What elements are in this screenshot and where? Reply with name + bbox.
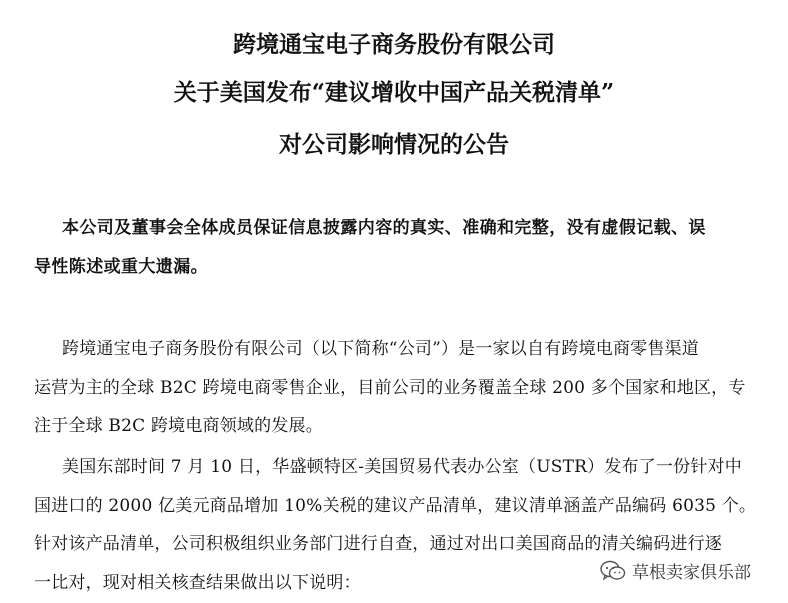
paragraph-line: 针对该产品清单，公司积极组织业务部门进行自查，通过对出口美国商品的清关编码进行逐 — [34, 534, 722, 554]
paragraph-line: 注于全球 B2C 跨境电商领域的发展。 — [34, 416, 323, 436]
paragraph-line: 运营为主的全球 B2C 跨境电商零售企业，目前公司的业务覆盖全球 200 多个国家和地区，专 — [34, 377, 746, 398]
paragraph-line: 国进口的 2000 亿美元商品增加 10%关税的建议产品清单，建议清单涵盖产品编码 6035 个。 — [34, 495, 757, 516]
notice-line: 本公司及董事会全体成员保证信息披露内容的真实、准确和完整，没有虚假记载、误 — [62, 218, 706, 238]
watermark-text: 草根卖家俱乐部 — [632, 563, 751, 583]
board-guarantee-statement — [34, 209, 730, 286]
wechat-watermark — [596, 556, 755, 585]
wechat-icon — [600, 560, 626, 582]
paragraph-line: 跨境通宝电子商务股份有限公司（以下简称“公司”）是一家以自有跨境电商零售渠道 — [62, 339, 699, 359]
announcement-subject-title: 关于美国发布“建议增收中国产品关税清单” — [173, 79, 615, 106]
notice-line: 导性陈述或重大遗漏。 — [34, 256, 208, 277]
company-intro-paragraph — [34, 330, 746, 446]
company-name-title: 跨境通宝电子商务股份有限公司 — [233, 31, 555, 58]
announcement-subject-title-continued: 对公司影响情况的公告 — [279, 131, 509, 158]
paragraph-line: 美国东部时间 7 月 10 日，华盛顿特区-美国贸易代表办公室（USTR）发布了一份针对中 — [62, 457, 742, 477]
paragraph-line: 一比对，现对相关核查结果做出以下说明： — [34, 572, 361, 593]
